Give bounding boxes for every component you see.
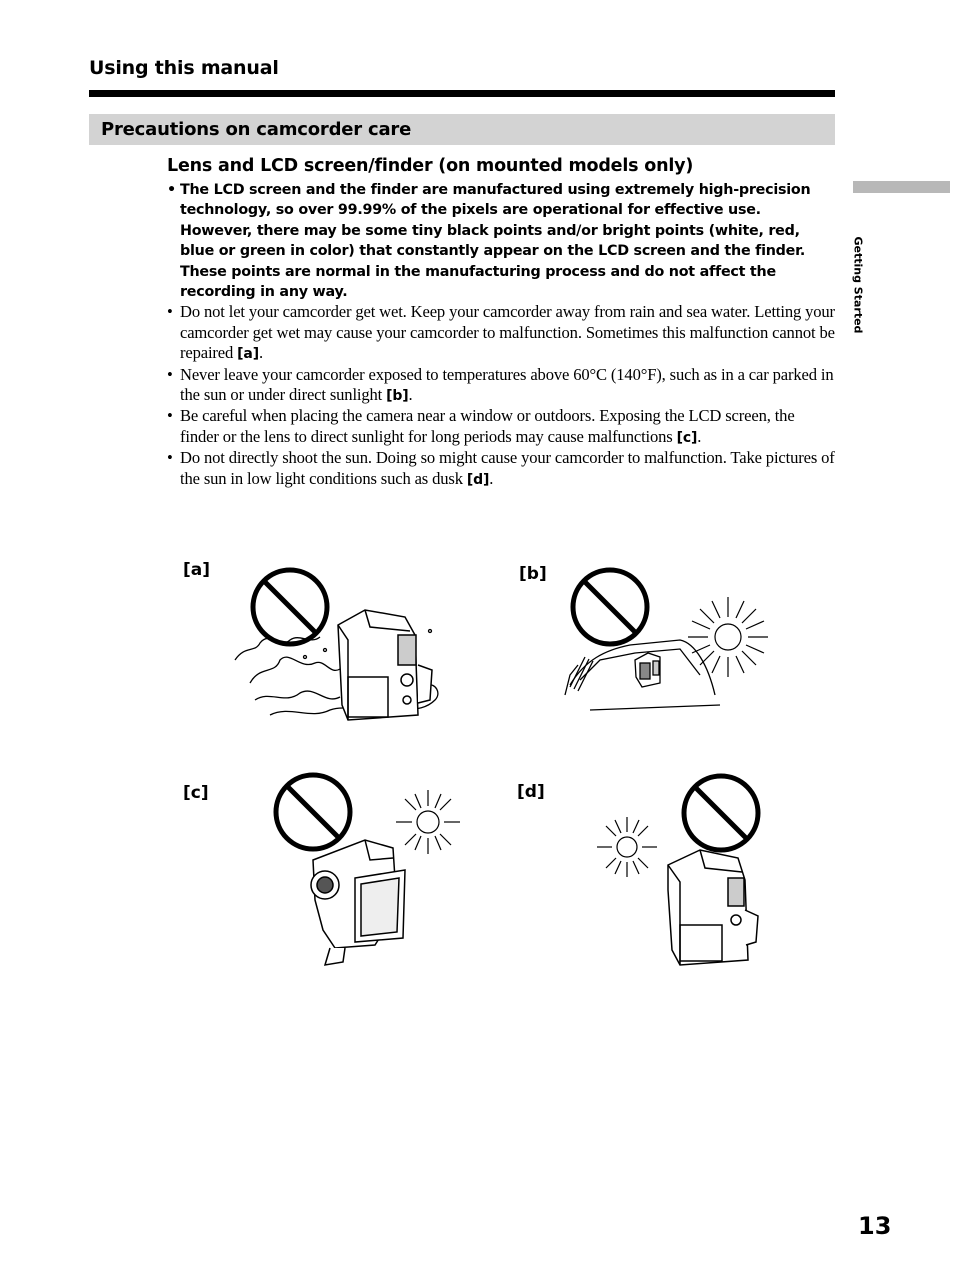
bullet-end: . xyxy=(408,385,413,405)
header-rule xyxy=(89,90,835,97)
bullet-text: Never leave your camcorder exposed to temperatures above 60°C (140°F), such as in a car parked in the sun or under direct sunlight xyxy=(180,364,834,405)
camcorder-icon xyxy=(338,610,432,720)
header-title: Using this manual xyxy=(89,57,279,79)
figure-a-illustration xyxy=(230,565,460,730)
no-sign-icon xyxy=(276,775,350,849)
side-tab-label: Getting Started xyxy=(851,236,865,334)
figure-label-b: [b] xyxy=(519,564,547,584)
no-sign-icon xyxy=(253,570,327,644)
sun-icon xyxy=(597,817,657,877)
bullet-text: Do not let your camcorder get wet. Keep your camcorder away from rain and sea water. Letting your camcorder get wet may cause your camcorder to malfunction. Sometimes this malfunction cannot be repaired xyxy=(180,302,835,363)
bullet-item xyxy=(167,365,835,407)
figure-ref: [a] xyxy=(237,346,259,363)
figure-label-c: [c] xyxy=(183,783,209,803)
camcorder-icon xyxy=(311,840,405,965)
bullet-end: . xyxy=(489,468,494,488)
bullet-item xyxy=(167,406,835,448)
bullet-item xyxy=(167,302,835,364)
camcorder-icon xyxy=(635,653,660,687)
bullet-text: The LCD screen and the finder are manufactured using extremely high-precision technology, so over 99.99% of the pixels are operational for effective use. However, there may be some tiny black points and/or bright points (white, red, blue or green in color) that constantly appear on the LCD screen and the finder. These points are normal in the manufacturing process and do not affect the recording in any way. xyxy=(180,182,811,301)
sun-icon xyxy=(688,597,768,677)
camcorder-icon xyxy=(668,850,758,965)
no-sign-icon xyxy=(684,776,758,850)
figure-label-a: [a] xyxy=(183,560,211,580)
bullet-item xyxy=(167,180,835,302)
subsection-heading: Lens and LCD screen/finder (on mounted models only) xyxy=(167,156,694,176)
figure-ref: [c] xyxy=(676,429,698,446)
no-sign-icon xyxy=(573,570,647,644)
figure-b-illustration xyxy=(560,565,790,715)
section-title: Precautions on camcorder care xyxy=(101,119,412,140)
bullet-text: Be careful when placing the camera near a window or outdoors. Exposing the LCD screen, the finder or the lens to direct sunlight for long periods may cause malfunctions xyxy=(180,406,795,446)
side-tab xyxy=(853,181,950,193)
figure-c-illustration xyxy=(265,770,475,970)
figure-d-illustration xyxy=(580,770,780,970)
figure-label-d: [d] xyxy=(517,782,545,802)
figure-ref: [b] xyxy=(386,388,409,405)
bullet-item xyxy=(167,448,835,490)
bullet-text: Do not directly shoot the sun. Doing so might cause your camcorder to malfunction. Take pictures of the sun in low light conditions such as dusk xyxy=(180,448,835,488)
bullet-end: . xyxy=(258,343,263,363)
page-number: 13 xyxy=(858,1212,892,1240)
bullet-end: . xyxy=(697,426,702,446)
figure-ref: [d] xyxy=(466,471,490,488)
bullet-list xyxy=(167,180,835,490)
sun-icon xyxy=(396,790,460,854)
